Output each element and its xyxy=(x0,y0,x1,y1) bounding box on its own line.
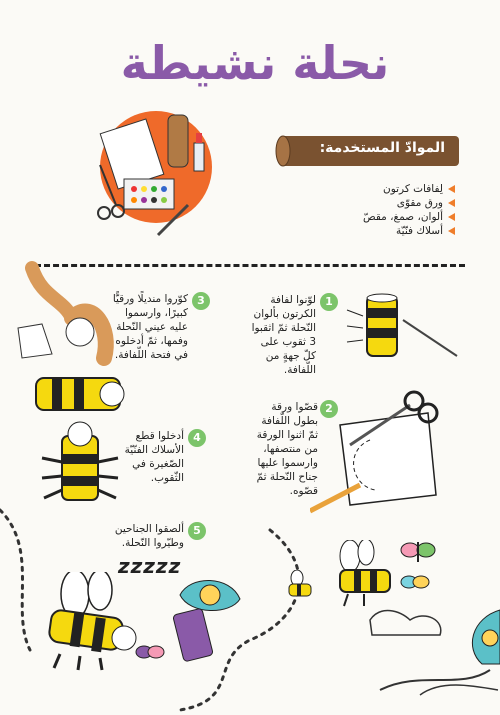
bullet-icon xyxy=(448,227,455,235)
paint-box-icon xyxy=(124,179,174,209)
bullet-icon xyxy=(448,213,455,221)
step-3-tissue-illustration xyxy=(12,258,127,418)
flower-icon xyxy=(462,608,500,666)
sleep-zzz-text: zzzzz xyxy=(118,554,182,578)
material-item: ألوان، صمغ، مقصّ xyxy=(320,210,455,224)
materials-heading: الموادّ المستخدمة: xyxy=(319,140,445,156)
bee-medium-icon xyxy=(330,540,400,610)
glue-cap xyxy=(196,133,202,143)
needle-icon xyxy=(403,320,457,356)
material-item: أسلاك فنّيّة xyxy=(320,224,455,238)
flower-pot-icon xyxy=(170,575,245,665)
step-1-roll-illustration xyxy=(345,290,465,370)
butterfly-icon xyxy=(400,572,430,596)
bullet-icon xyxy=(448,185,455,193)
material-item: لِفافات كرتون xyxy=(320,182,455,196)
glue-icon xyxy=(194,143,204,171)
materials-list xyxy=(320,182,455,238)
materials-illustration xyxy=(88,105,228,245)
bee-large-icon xyxy=(40,572,140,672)
bee-small-icon xyxy=(285,570,315,604)
butterfly-icon xyxy=(135,642,165,666)
step-2-text: قصّوا ورقة بطول اللّفافة ثمّ اثنوا الورقة من منتصفها، وارسموا عليها جناح النّحلة ثمّ قصّوه. xyxy=(256,401,318,497)
bee-roll-icon xyxy=(36,378,124,410)
bullet-icon xyxy=(448,199,455,207)
butterfly-icon xyxy=(400,538,436,568)
step-5-number: 5 xyxy=(188,522,206,540)
hand-icon xyxy=(32,268,72,318)
step-4-number: 4 xyxy=(188,429,206,447)
step-1-number: 1 xyxy=(320,293,338,311)
step-5-text: ألصقوا الجناحين وطيّروا النّحلة. xyxy=(114,523,184,549)
step-3-number: 3 xyxy=(192,292,210,310)
cloud-icon xyxy=(370,611,441,635)
step-3-text: كوّروا منديلًا ورقيًّا كبيرًا، وارسموا عليه عيني النّحلة وفمها، ثمّ أدخلوه في فتحة اللّفافة. xyxy=(112,293,188,361)
page-title: نحلة نشيطة xyxy=(120,36,390,90)
step-2-number: 2 xyxy=(320,400,338,418)
cardboard-roll-icon xyxy=(168,115,188,167)
step-1-text: لوّنوا لفافة الكرتون بألوان النّحلة ثمّ اثقبوا 3 ثقوب على كلّ جهةٍ من اللّفافة. xyxy=(251,294,316,376)
step-4-text: أدخلوا قطع الأسلاك الفنّيّة الصّغيرة في الثّقوب. xyxy=(124,430,184,484)
material-item: ورق مقوّى xyxy=(320,196,455,210)
